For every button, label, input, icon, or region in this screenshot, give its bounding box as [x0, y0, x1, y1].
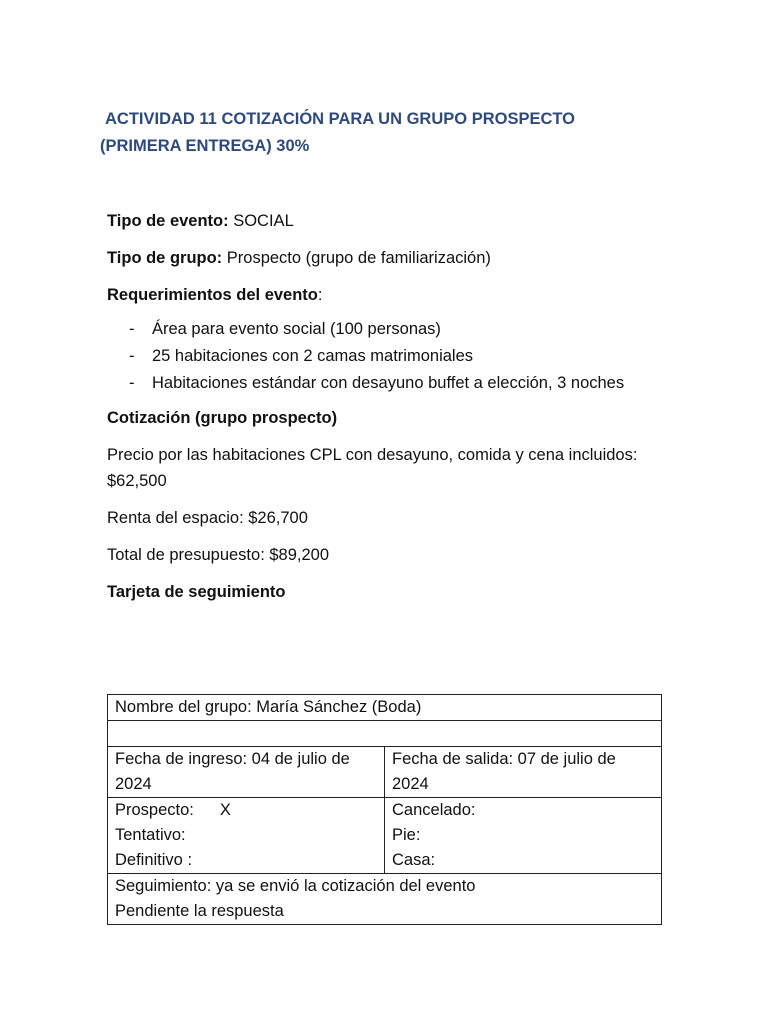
requerimientos-colon: :: [317, 286, 323, 304]
precio-habitaciones: Precio por las habitaciones CPL con desayuno, comida y cena incluidos: $62,500: [107, 446, 638, 490]
cancelado-label: Cancelado:: [392, 801, 476, 819]
document-body: [107, 208, 667, 616]
empty-cell: [108, 721, 662, 747]
tipo-evento-value: SOCIAL: [233, 212, 294, 230]
title-line-2: (PRIMERA ENTREGA) 30%: [100, 137, 310, 155]
status-left-cell: [108, 798, 385, 874]
seguimiento-line-2: Pendiente la respuesta: [115, 902, 284, 920]
table-row: [108, 798, 662, 874]
status-right-cell: [385, 798, 662, 874]
list-item: - 25 habitaciones con 2 camas matrimoniales: [129, 347, 474, 365]
list-item: - Área para evento social (100 personas): [129, 320, 441, 338]
tipo-evento: [107, 208, 667, 234]
seguimiento-cell: [108, 874, 662, 925]
tentativo-label: Tentativo:: [115, 826, 186, 844]
tipo-grupo-value: Prospecto (grupo de familiarización): [226, 249, 491, 267]
requerimientos-label: Requerimientos del evento: [107, 286, 318, 304]
tipo-evento-label: Tipo de evento:: [107, 212, 229, 230]
total-presupuesto: Total de presupuesto: $89,200: [107, 546, 330, 564]
cotizacion-heading: Cotización (grupo prospecto): [107, 409, 338, 427]
tracking-card-table: [107, 694, 662, 925]
tipo-grupo-label: Tipo de grupo:: [107, 249, 223, 267]
renta-espacio: Renta del espacio: $26,700: [107, 509, 308, 527]
fecha-ingreso-cell: Fecha de ingreso: 04 de julio de 2024: [108, 747, 385, 798]
list-item-text: Habitaciones estándar con desayuno buffet a elección, 3 noches: [152, 374, 625, 392]
pie-label: Pie:: [392, 826, 421, 844]
title-line-1: ACTIVIDAD 11 COTIZACIÓN PARA UN GRUPO PROSPECTO: [105, 110, 575, 128]
prospecto-mark: X: [219, 801, 231, 819]
casa-label: Casa:: [392, 851, 436, 869]
list-item-text: 25 habitaciones con 2 camas matrimoniales: [152, 347, 474, 365]
table-row: [108, 874, 662, 925]
prospecto-label: Prospecto:: [115, 801, 194, 819]
tipo-grupo: [107, 245, 667, 271]
list-item-text: Área para evento social (100 personas): [152, 320, 441, 338]
seguimiento-line-1: Seguimiento: ya se envió la cotización del evento: [115, 877, 476, 895]
definitivo-label: Definitivo :: [115, 851, 193, 869]
requerimientos-list: [107, 316, 667, 397]
prospecto-line: [115, 798, 377, 823]
nombre-grupo-cell: Nombre del grupo: María Sánchez (Boda): [108, 695, 662, 721]
table-row: [108, 721, 662, 747]
requerimientos-heading: [107, 282, 667, 308]
tarjeta-heading: Tarjeta de seguimiento: [107, 583, 286, 601]
table-row: [108, 695, 662, 721]
table-row: [108, 747, 662, 798]
list-item: - Habitaciones estándar con desayuno buffet a elección, 3 noches: [129, 374, 625, 392]
document-title: [100, 106, 660, 160]
fecha-salida-cell: Fecha de salida: 07 de julio de 2024: [385, 747, 662, 798]
